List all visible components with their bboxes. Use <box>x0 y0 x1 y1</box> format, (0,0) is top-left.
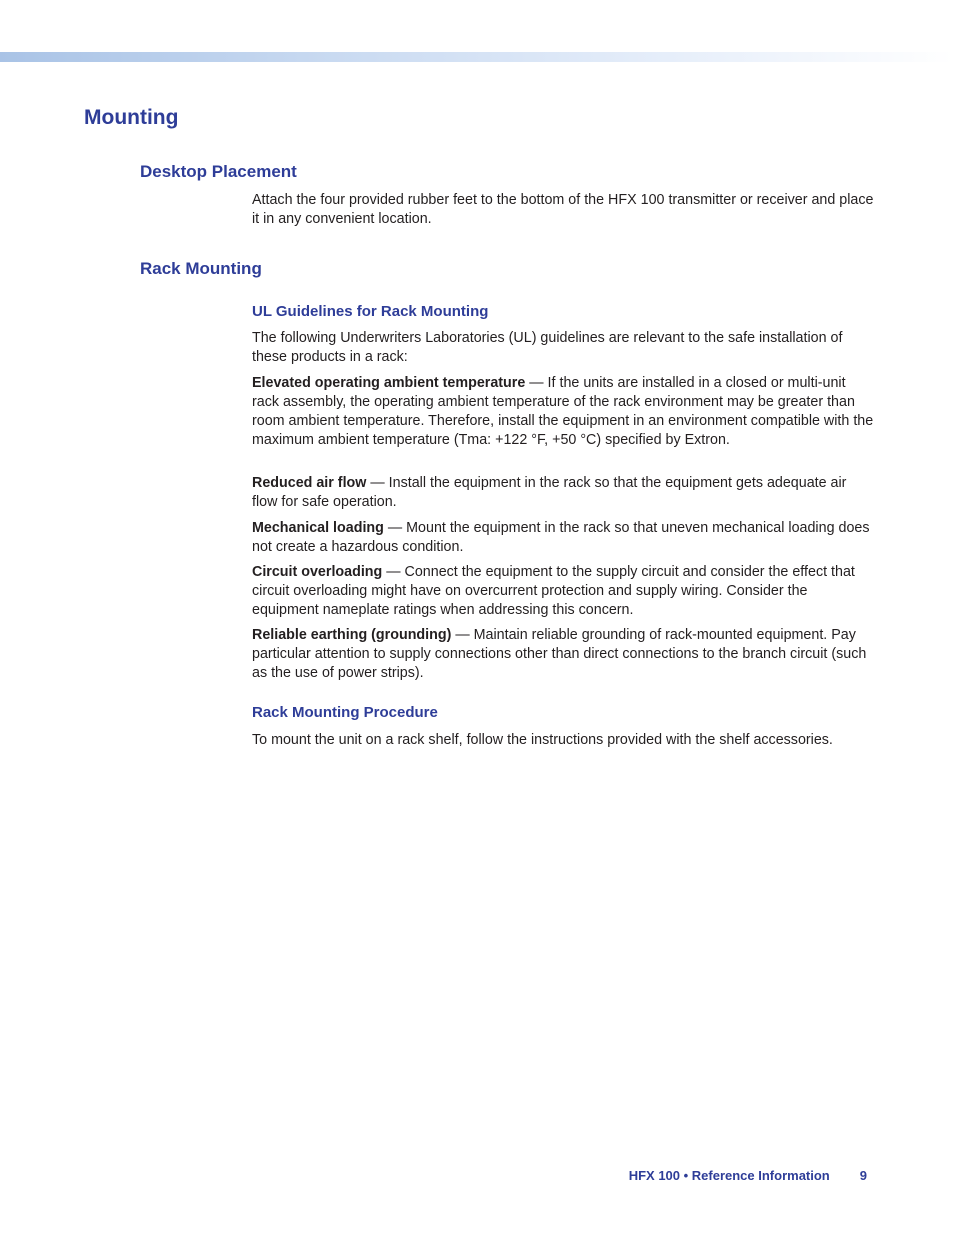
footer-label: HFX 100 • Reference Information <box>628 1168 830 1183</box>
guideline-term: Reduced air flow <box>252 475 367 491</box>
subsection-heading-ul: UL Guidelines for Rack Mounting <box>252 303 489 320</box>
page-title: Mounting <box>84 106 179 129</box>
ul-intro-paragraph: The following Underwriters Laboratories (UL) guidelines are relevant to the safe installation of these products in a rack: <box>252 330 843 365</box>
page-footer <box>629 1168 867 1183</box>
guideline-term: Mechanical loading <box>252 520 384 536</box>
guideline-text: — Maintain reliable grounding of rack-mounted equipment. Pay particular attention to supply connections other than direct connections to the branch circuit (such as the use of power strips). <box>252 627 867 681</box>
guideline-text: — If the units are installed in a closed or multi-unit rack assembly, the operating ambient temperature of the rack environment may be greater than room ambient temperature. Therefore, install the equipment in an environment compatible with the maximum ambient temperature (Tma: +122 °F, +50 °C) specified by Extron. <box>252 375 874 448</box>
guideline-text: — Mount the equipment in the rack so that uneven mechanical loading does not create a hazardous condition. <box>252 520 870 555</box>
guideline-item <box>252 563 874 620</box>
guideline-text: — Connect the equipment to the supply circuit and consider the effect that circuit overloading might have on overcurrent protection and supply wiring. Consider the equipment nameplate ratings when addressing this concern. <box>252 564 855 618</box>
guideline-item <box>252 374 874 450</box>
guideline-text: — Install the equipment in the rack so that the equipment gets adequate air flow for safe operation. <box>252 475 847 510</box>
guideline-item <box>252 519 874 557</box>
section-heading-rack: Rack Mounting <box>140 259 262 278</box>
desktop-paragraph: Attach the four provided rubber feet to the bottom of the HFX 100 transmitter or receiver and place it in any convenient location. <box>252 192 874 227</box>
page-number: 9 <box>859 1168 867 1183</box>
header-gradient-bar <box>0 52 954 62</box>
guideline-term: Circuit overloading <box>252 564 383 580</box>
guideline-item <box>252 474 874 512</box>
procedure-paragraph: To mount the unit on a rack shelf, follow the instructions provided with the shelf accessories. <box>252 732 833 748</box>
guideline-term: Elevated operating ambient temperature <box>252 375 526 391</box>
guideline-term: Reliable earthing (grounding) <box>252 627 452 643</box>
section-heading-desktop: Desktop Placement <box>140 162 297 181</box>
subsection-heading-procedure: Rack Mounting Procedure <box>252 704 438 721</box>
guideline-item <box>252 626 874 683</box>
